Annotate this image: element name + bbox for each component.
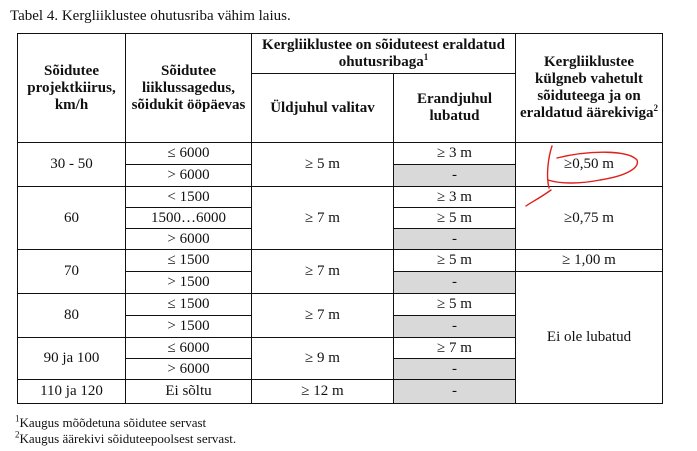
- traffic-cell: ≤ 6000: [126, 338, 252, 359]
- traffic-cell: < 1500: [126, 187, 252, 208]
- curb-cell: ≥0,75 m: [516, 187, 663, 250]
- header-curb: Kergliiklustee külgneb vahetult sõiduteega ja on eraldatud äärekiviga$^2$: [516, 34, 663, 143]
- exception-cell: ≥ 3 m: [394, 187, 516, 208]
- header-traffic: Sõidutee liiklussagedus, sõidukit ööpäevas: [126, 34, 252, 143]
- traffic-cell: > 1500: [126, 316, 252, 338]
- traffic-cell: Ei sõltu: [126, 380, 252, 404]
- footnotes: [15, 415, 236, 447]
- header-separated: Kergliiklustee on sõiduteest eraldatud ohutusribaga$^1$: [252, 34, 516, 74]
- traffic-cell: ≤ 6000: [126, 143, 252, 165]
- speed-cell: 80: [18, 294, 126, 338]
- traffic-cell: > 6000: [126, 165, 252, 187]
- general-cell: ≥ 9 m: [252, 338, 394, 380]
- general-cell: ≥ 7 m: [252, 187, 394, 250]
- exception-cell: ≥ 5 m: [394, 250, 516, 272]
- safety-strip-table: [17, 33, 663, 404]
- exception-cell: ≥ 3 m: [394, 143, 516, 165]
- curb-not-allowed-cell: Ei ole lubatud: [516, 272, 663, 404]
- exception-cell: -: [394, 165, 516, 187]
- curb-cell: ≥0,50 m: [516, 143, 663, 187]
- general-cell: ≥ 12 m: [252, 380, 394, 404]
- exception-cell: -: [394, 229, 516, 250]
- footnote: $^1$Kaugus mõõdetuna sõidutee servast: [15, 413, 207, 430]
- general-cell: ≥ 7 m: [252, 294, 394, 338]
- exception-cell: -: [394, 272, 516, 294]
- exception-cell: -: [394, 359, 516, 380]
- general-cell: ≥ 7 m: [252, 250, 394, 294]
- exception-cell: ≥ 5 m: [394, 208, 516, 229]
- traffic-cell: > 6000: [126, 229, 252, 250]
- speed-cell: 30 - 50: [18, 143, 126, 187]
- exception-cell: -: [394, 380, 516, 404]
- speed-cell: 60: [18, 187, 126, 250]
- table-caption: Tabel 4. Kergliiklustee ohutusriba vähim laius.: [10, 8, 291, 24]
- speed-cell: 110 ja 120: [18, 380, 126, 404]
- curb-cell: ≥ 1,00 m: [516, 250, 663, 272]
- header-exception: Erandjuhul lubatud: [394, 74, 516, 143]
- exception-cell: ≥ 5 m: [394, 294, 516, 316]
- footnote: $^2$Kaugus äärekivi sõiduteepoolsest servast.: [15, 429, 237, 446]
- traffic-cell: > 6000: [126, 359, 252, 380]
- traffic-cell: ≤ 1500: [126, 294, 252, 316]
- header-speed: Sõidutee projektkiirus, km/h: [18, 34, 126, 143]
- exception-cell: -: [394, 316, 516, 338]
- traffic-cell: 1500…6000: [126, 208, 252, 229]
- general-cell: ≥ 5 m: [252, 143, 394, 187]
- exception-cell: ≥ 7 m: [394, 338, 516, 359]
- traffic-cell: ≤ 1500: [126, 250, 252, 272]
- header-general: Üldjuhul valitav: [252, 74, 394, 143]
- traffic-cell: > 1500: [126, 272, 252, 294]
- speed-cell: 70: [18, 250, 126, 294]
- speed-cell: 90 ja 100: [18, 338, 126, 380]
